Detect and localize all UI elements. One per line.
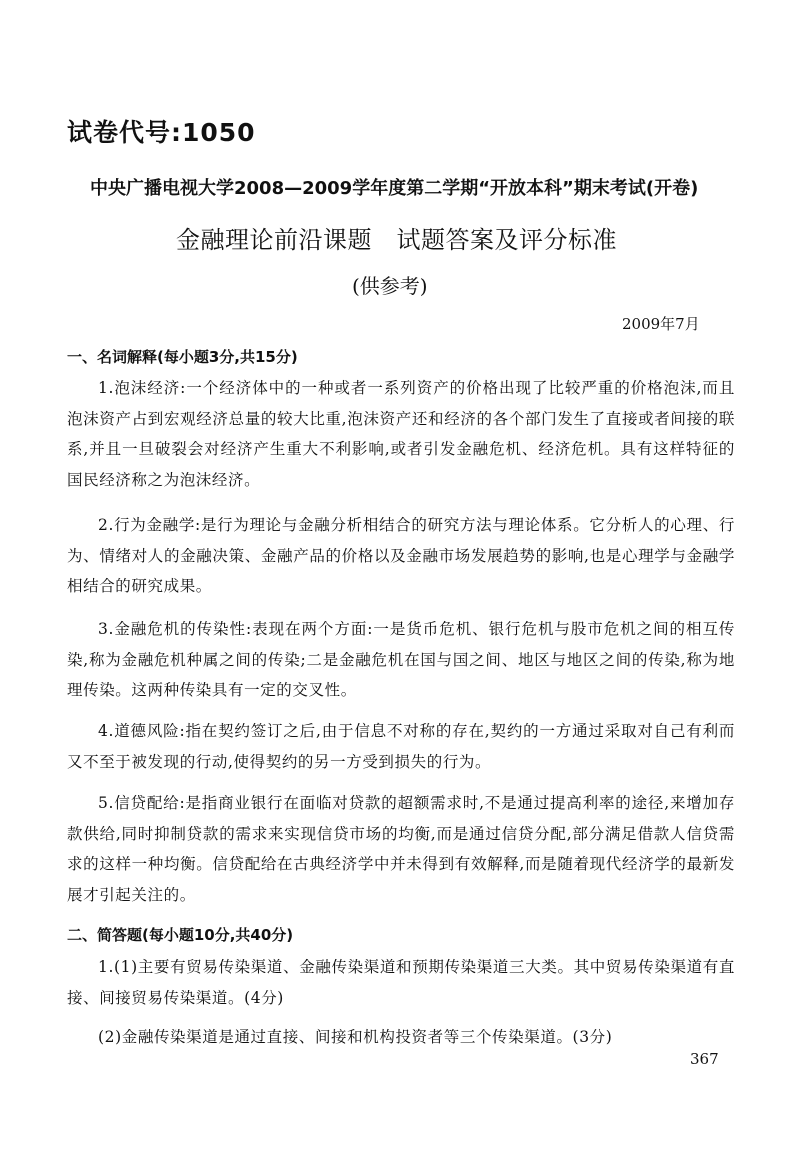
document-date: 2009年7月 [622,315,700,333]
definition-credit-rationing: 5.信贷配给:是指商业银行在面临对贷款的超额需求时,不是通过提高利率的途径,来增加存款供给,同时抑制贷款的需求来实现信贷市场的均衡,而是通过信贷分配,部分满足借款人信贷需求的这样一种均衡。信贷配给在古典经济学中并未得到有效解释,而是随着现代经济学的最新发展才引起关注的。 [67,794,735,904]
answer-1-part-1: 1.(1)主要有贸易传染渠道、金融传染渠道和预期传染渠道三大类。其中贸易传染渠道有直接、间接贸易传染渠道。(4分) [67,958,735,1007]
answer-1-part-2: (2)金融传染渠道是通过直接、间接和机构投资者等三个传染渠道。(3分) [98,1028,613,1046]
definition-bubble-economy: 1.泡沫经济:一个经济体中的一种或者一系列资产的价格出现了比较严重的价格泡沫,而且泡沫资产占到宏观经济总量的较大比重,泡沫资产还和经济的各个部门发生了直接或者间接的联系,并且一旦破裂会对经济产生重大不利影响,或者引发金融危机、经济危机。具有这样特征的国民经济称之为泡沫经济。 [67,379,735,489]
section-heading-definitions: 一、名词解释(每小题3分,共15分) [67,348,298,366]
document-title: 金融理论前沿课题 试题答案及评分标准 [176,226,617,254]
paper-code: 试卷代号:1050 [67,118,256,147]
exam-header: 中央广播电视大学2008—2009学年度第二学期“开放本科”期末考试(开卷) [90,178,699,199]
definition-behavioral-finance: 2.行为金融学:是行为理论与金融分析相结合的研究方法与理论体系。它分析人的心理、行为、情绪对人的金融决策、金融产品的价格以及金融市场发展趋势的影响,也是心理学与金融学相结合的研究成果。 [67,516,735,595]
definition-crisis-contagion: 3.金融危机的传染性:表现在两个方面:一是货币危机、银行危机与股市危机之间的相互传染,称为金融危机种属之间的传染;二是金融危机在国与国之间、地区与地区之间的传染,称为地理传染。这两种传染具有一定的交叉性。 [67,620,735,699]
section-heading-short-answer: 二、简答题(每小题10分,共40分) [67,926,294,944]
definition-moral-hazard: 4.道德风险:指在契约签订之后,由于信息不对称的存在,契约的一方通过采取对自己有利而又不至于被发现的行动,使得契约的另一方受到损失的行为。 [67,722,735,771]
page-number: 367 [690,1050,719,1068]
document-subtitle: (供参考) [352,274,428,298]
